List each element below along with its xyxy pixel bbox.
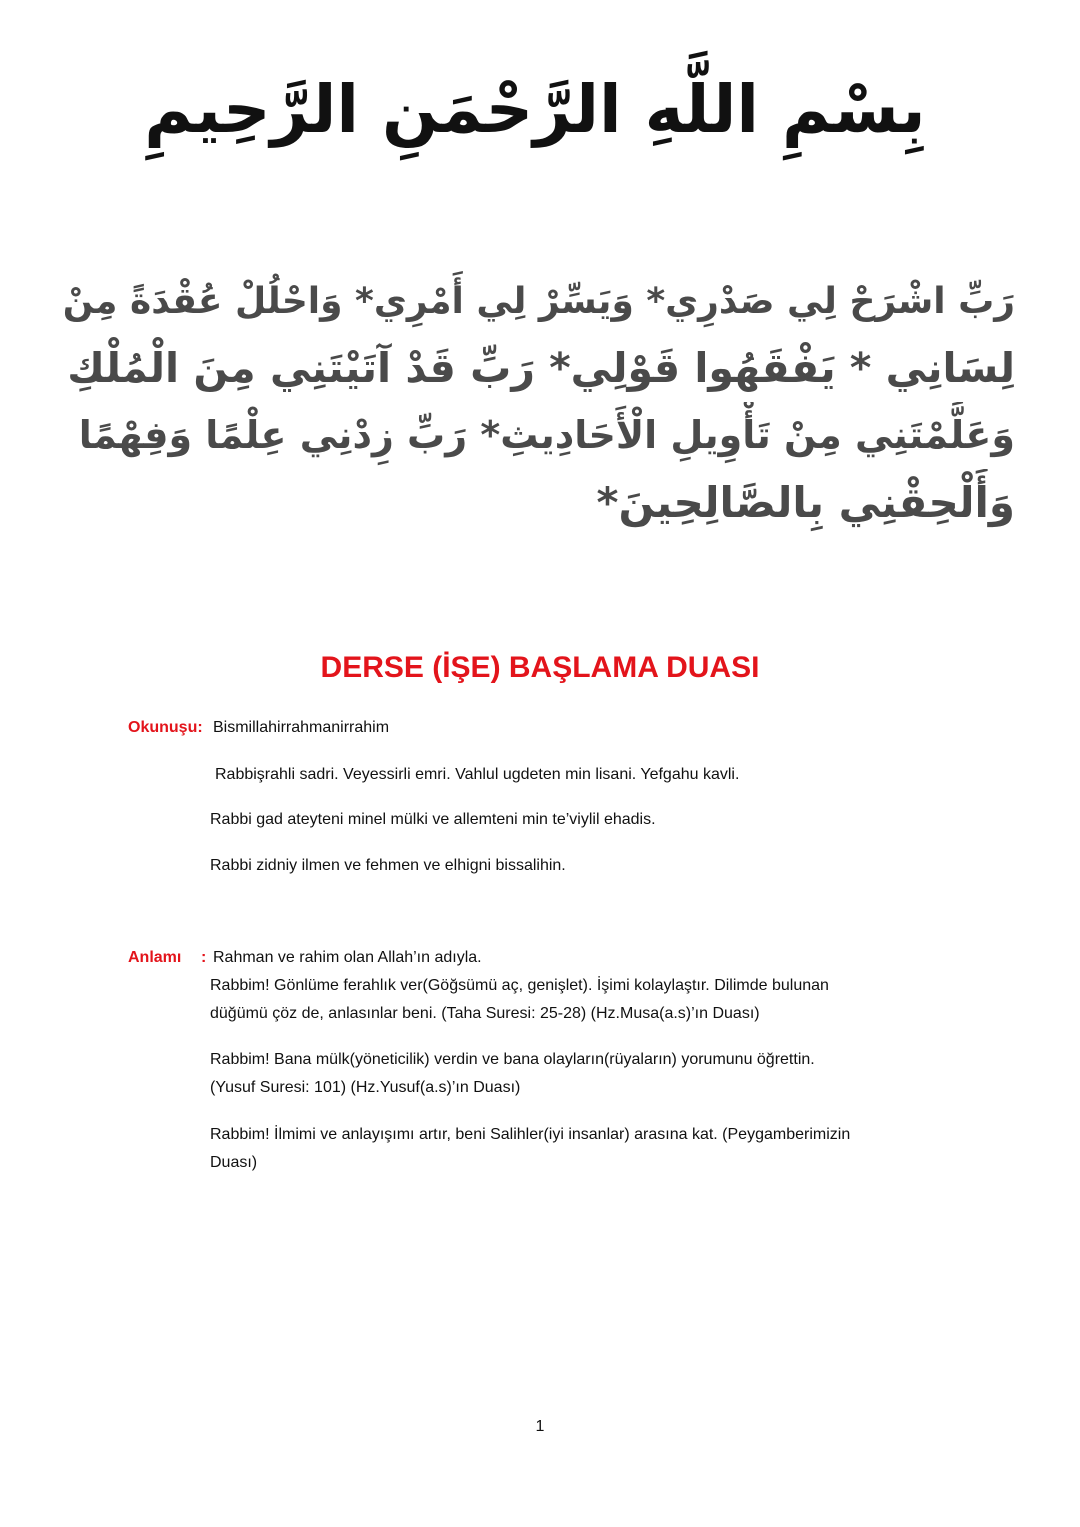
arabic-prayer: [60, 268, 1015, 536]
reading-line: Rabbi zidniy ilmen ve fehmen ve elhigni bissalihin.: [210, 857, 566, 874]
meaning-line: (Yusuf Suresi: 101) (Hz.Yusuf(a.s)’ın Duası): [210, 1079, 521, 1096]
basmala-calligraphy: بِسْمِ اللَّهِ الرَّحْمَنِ الرَّحِيمِ: [144, 71, 926, 148]
meaning-line: Rabbim! Bana mülk(yöneticilik) verdin ve bana olayların(rüyaların) yorumunu öğrettin.: [210, 1051, 815, 1068]
arabic-line: رَبِّ اشْرَحْ لِي صَدْرِي* وَيَسِّرْ لِي أَمْرِي* وَاحْلُلْ عُقْدَةً مِنْ: [62, 281, 1015, 322]
page-number: 1: [535, 1418, 545, 1435]
meaning-line: düğümü çöz de, anlasınlar beni. (Taha Suresi: 25-28) (Hz.Musa(a.s)’ın Duası): [210, 1005, 760, 1022]
meaning-line: Rabbim! İlmimi ve anlayışımı artır, beni Salihler(iyi insanlar) arasına kat. (Peygamberimizin: [210, 1126, 851, 1143]
reading-line: Rabbi gad ateyteni minel mülki ve allemteni min te’viylil ehadis.: [210, 811, 656, 828]
arabic-line: وَعَلَّمْتَنِي مِنْ تَأْوِيلِ الْأَحَادِيثِ* رَبِّ زِدْنِي عِلْمًا وَفِهْمًا: [78, 413, 1015, 457]
reading-label: Okunuşu:: [128, 719, 203, 736]
reading-line: Rabbişrahli sadri. Veyessirli emri. Vahlul ugdeten min lisani. Yefgahu kavli.: [215, 766, 740, 783]
meaning-first-line: Rahman ve rahim olan Allah’ın adıyla.: [213, 949, 482, 966]
arabic-line: وَأَلْحِقْنِي بِالصَّالِحِينَ*: [596, 478, 1015, 527]
page-title: DERSE (İŞE) BAŞLAMA DUASI: [320, 651, 760, 684]
meaning-line: Rabbim! Gönlüme ferahlık ver(Göğsümü aç, genişlet). İşimi kolaylaştır. Dilimde bulunan: [210, 977, 829, 994]
meaning-label: Anlamı: [128, 949, 182, 966]
arabic-line: لِسَانِي * يَفْقَهُوا قَوْلِي* رَبِّ قَدْ آتَيْتَنِي مِنَ الْمُلْكِ: [67, 344, 1015, 392]
meaning-separator: :: [201, 949, 207, 966]
meaning-line: Duası): [210, 1154, 258, 1171]
reading-first-line: Bismillahirrahmanirrahim: [213, 719, 390, 736]
